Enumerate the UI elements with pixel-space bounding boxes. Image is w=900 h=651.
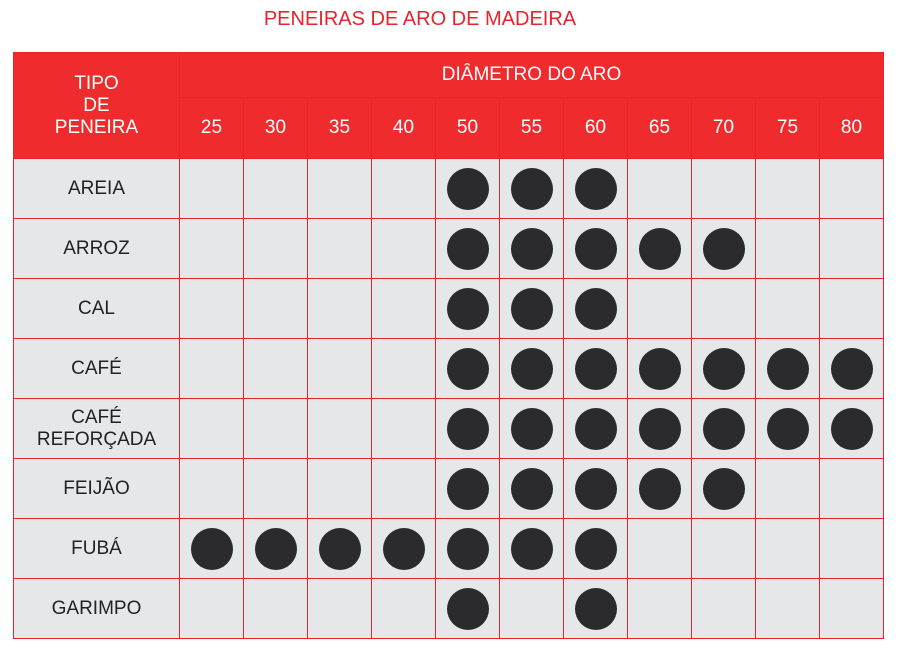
sieve-type-label bbox=[14, 279, 180, 339]
availability-cell bbox=[564, 339, 628, 399]
availability-cell bbox=[436, 279, 500, 339]
availability-cell bbox=[244, 399, 308, 459]
availability-cell bbox=[244, 159, 308, 219]
availability-cell bbox=[436, 519, 500, 579]
availability-cell bbox=[436, 219, 500, 279]
availability-cell bbox=[628, 399, 692, 459]
availability-cell bbox=[692, 459, 756, 519]
availability-cell bbox=[308, 339, 372, 399]
availability-cell bbox=[180, 219, 244, 279]
available-dot-icon bbox=[575, 228, 617, 270]
sieve-type-label-line: CAFÉ bbox=[71, 406, 122, 428]
sieve-type-label bbox=[14, 459, 180, 519]
availability-cell bbox=[628, 579, 692, 639]
diameter-header: DIÂMETRO DO ARO bbox=[180, 53, 884, 98]
availability-cell bbox=[692, 279, 756, 339]
availability-cell bbox=[564, 459, 628, 519]
availability-cell bbox=[372, 279, 436, 339]
available-dot-icon bbox=[255, 528, 297, 570]
availability-cell bbox=[820, 219, 884, 279]
available-dot-icon bbox=[831, 348, 873, 390]
sieve-type-label-line: AREIA bbox=[67, 177, 126, 199]
availability-cell bbox=[244, 219, 308, 279]
availability-cell bbox=[500, 159, 564, 219]
available-dot-icon bbox=[639, 468, 681, 510]
available-dot-icon bbox=[447, 588, 489, 630]
diameter-column-40: 40 bbox=[372, 98, 436, 159]
sieve-availability-table bbox=[13, 52, 884, 639]
availability-cell bbox=[756, 219, 820, 279]
availability-cell bbox=[180, 159, 244, 219]
available-dot-icon bbox=[703, 408, 745, 450]
available-dot-icon bbox=[639, 228, 681, 270]
diameter-column-60: 60 bbox=[564, 98, 628, 159]
availability-cell bbox=[564, 279, 628, 339]
sieve-type-label-line: ARROZ bbox=[63, 237, 130, 259]
availability-cell bbox=[180, 399, 244, 459]
available-dot-icon bbox=[511, 468, 553, 510]
availability-cell bbox=[436, 579, 500, 639]
sieve-type-label bbox=[14, 339, 180, 399]
availability-cell bbox=[372, 579, 436, 639]
diameter-column-65: 65 bbox=[628, 98, 692, 159]
sieve-type-label bbox=[14, 519, 180, 579]
diameter-column-70: 70 bbox=[692, 98, 756, 159]
availability-cell bbox=[692, 519, 756, 579]
available-dot-icon bbox=[767, 348, 809, 390]
table-row bbox=[14, 579, 884, 639]
availability-cell bbox=[628, 279, 692, 339]
table-row bbox=[14, 459, 884, 519]
available-dot-icon bbox=[447, 288, 489, 330]
availability-cell bbox=[180, 519, 244, 579]
type-header-line: DE bbox=[83, 94, 110, 116]
header-row-top bbox=[14, 53, 884, 98]
available-dot-icon bbox=[767, 408, 809, 450]
available-dot-icon bbox=[511, 288, 553, 330]
available-dot-icon bbox=[447, 228, 489, 270]
availability-cell bbox=[244, 579, 308, 639]
availability-cell bbox=[372, 219, 436, 279]
available-dot-icon bbox=[575, 408, 617, 450]
available-dot-icon bbox=[703, 468, 745, 510]
diameter-column-35: 35 bbox=[308, 98, 372, 159]
diameter-column-75: 75 bbox=[756, 98, 820, 159]
availability-cell bbox=[628, 219, 692, 279]
page-title: PENEIRAS DE ARO DE MADEIRA bbox=[263, 8, 577, 30]
available-dot-icon bbox=[383, 528, 425, 570]
diameter-column-25: 25 bbox=[180, 98, 244, 159]
available-dot-icon bbox=[447, 528, 489, 570]
availability-cell bbox=[756, 159, 820, 219]
sieve-type-label-line: REFORÇADA bbox=[36, 428, 157, 450]
available-dot-icon bbox=[511, 348, 553, 390]
availability-cell bbox=[756, 519, 820, 579]
table-row bbox=[14, 279, 884, 339]
available-dot-icon bbox=[319, 528, 361, 570]
availability-cell bbox=[820, 279, 884, 339]
availability-cell bbox=[820, 339, 884, 399]
table-row bbox=[14, 399, 884, 459]
availability-cell bbox=[820, 459, 884, 519]
availability-cell bbox=[244, 339, 308, 399]
table-row bbox=[14, 219, 884, 279]
availability-cell bbox=[308, 579, 372, 639]
available-dot-icon bbox=[575, 348, 617, 390]
availability-cell bbox=[628, 159, 692, 219]
availability-cell bbox=[756, 279, 820, 339]
availability-cell bbox=[308, 279, 372, 339]
availability-cell bbox=[308, 219, 372, 279]
availability-cell bbox=[628, 339, 692, 399]
availability-cell bbox=[756, 339, 820, 399]
diameter-column-55: 55 bbox=[500, 98, 564, 159]
available-dot-icon bbox=[703, 348, 745, 390]
availability-cell bbox=[628, 459, 692, 519]
available-dot-icon bbox=[447, 408, 489, 450]
type-header-line: PENEIRA bbox=[54, 116, 139, 138]
availability-cell bbox=[756, 399, 820, 459]
availability-cell bbox=[180, 459, 244, 519]
available-dot-icon bbox=[447, 348, 489, 390]
availability-cell bbox=[692, 339, 756, 399]
availability-cell bbox=[436, 159, 500, 219]
availability-cell bbox=[244, 459, 308, 519]
available-dot-icon bbox=[575, 588, 617, 630]
diameter-column-80: 80 bbox=[820, 98, 884, 159]
availability-cell bbox=[180, 279, 244, 339]
availability-cell bbox=[308, 399, 372, 459]
availability-cell bbox=[372, 459, 436, 519]
availability-cell bbox=[820, 579, 884, 639]
available-dot-icon bbox=[511, 168, 553, 210]
availability-cell bbox=[436, 399, 500, 459]
table-row bbox=[14, 159, 884, 219]
availability-cell bbox=[628, 519, 692, 579]
availability-cell bbox=[564, 399, 628, 459]
availability-cell bbox=[372, 399, 436, 459]
availability-cell bbox=[180, 579, 244, 639]
available-dot-icon bbox=[447, 168, 489, 210]
availability-cell bbox=[436, 459, 500, 519]
available-dot-icon bbox=[575, 528, 617, 570]
availability-cell bbox=[308, 159, 372, 219]
availability-cell bbox=[500, 519, 564, 579]
availability-cell bbox=[500, 339, 564, 399]
availability-cell bbox=[436, 339, 500, 399]
sieve-type-label-line: FEIJÃO bbox=[63, 477, 130, 499]
availability-cell bbox=[564, 219, 628, 279]
sieve-type-label-line: CAL bbox=[78, 297, 115, 319]
availability-cell bbox=[820, 399, 884, 459]
table-row bbox=[14, 519, 884, 579]
table-row bbox=[14, 339, 884, 399]
available-dot-icon bbox=[191, 528, 233, 570]
available-dot-icon bbox=[511, 228, 553, 270]
availability-cell bbox=[820, 159, 884, 219]
available-dot-icon bbox=[639, 408, 681, 450]
available-dot-icon bbox=[703, 228, 745, 270]
availability-cell bbox=[692, 399, 756, 459]
availability-cell bbox=[692, 579, 756, 639]
diameter-column-30: 30 bbox=[244, 98, 308, 159]
availability-cell bbox=[500, 459, 564, 519]
available-dot-icon bbox=[511, 528, 553, 570]
sieve-type-label bbox=[14, 399, 180, 459]
sieve-type-label bbox=[14, 219, 180, 279]
table-body bbox=[14, 159, 884, 639]
availability-cell bbox=[756, 579, 820, 639]
availability-cell bbox=[244, 519, 308, 579]
type-header bbox=[14, 53, 180, 159]
available-dot-icon bbox=[511, 408, 553, 450]
sieve-type-label-line: GARIMPO bbox=[51, 597, 142, 619]
availability-cell bbox=[308, 459, 372, 519]
available-dot-icon bbox=[447, 468, 489, 510]
availability-cell bbox=[692, 159, 756, 219]
available-dot-icon bbox=[575, 168, 617, 210]
available-dot-icon bbox=[639, 348, 681, 390]
type-header-line: TIPO bbox=[74, 72, 119, 94]
availability-cell bbox=[500, 579, 564, 639]
availability-cell bbox=[372, 339, 436, 399]
sieve-type-label bbox=[14, 159, 180, 219]
availability-cell bbox=[564, 579, 628, 639]
availability-cell bbox=[500, 279, 564, 339]
sieve-type-label bbox=[14, 579, 180, 639]
availability-cell bbox=[372, 159, 436, 219]
availability-cell bbox=[500, 399, 564, 459]
availability-cell bbox=[756, 459, 820, 519]
availability-cell bbox=[244, 279, 308, 339]
availability-cell bbox=[564, 519, 628, 579]
sieve-type-label-line: CAFÉ bbox=[71, 357, 122, 379]
available-dot-icon bbox=[831, 408, 873, 450]
availability-cell bbox=[692, 219, 756, 279]
sieve-type-label-line: FUBÁ bbox=[71, 537, 122, 559]
availability-cell bbox=[180, 339, 244, 399]
availability-cell bbox=[372, 519, 436, 579]
availability-cell bbox=[564, 159, 628, 219]
availability-cell bbox=[820, 519, 884, 579]
diameter-column-50: 50 bbox=[436, 98, 500, 159]
available-dot-icon bbox=[575, 468, 617, 510]
availability-cell bbox=[500, 219, 564, 279]
availability-cell bbox=[308, 519, 372, 579]
available-dot-icon bbox=[575, 288, 617, 330]
